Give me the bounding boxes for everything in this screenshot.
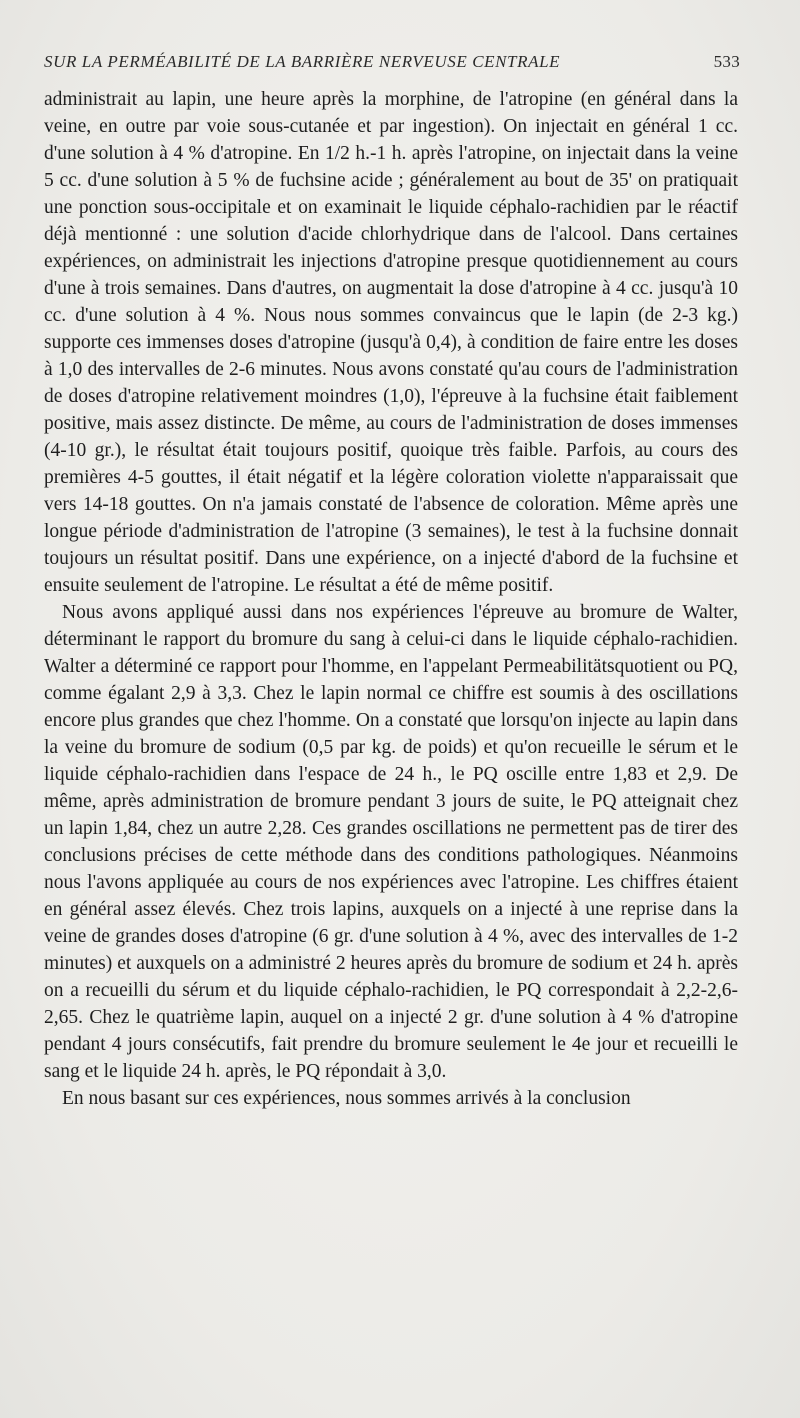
paragraph: administrait au lapin, une heure après la morphine, de l'atropine (en général dans la veine, en outre par voie sous-cutanée et par ingestion). On injectait en général 1 cc. d'une solution à 4 % d'atropine. En 1/2 h.-1 h. après l'atropine, on injectait dans la veine 5 cc. d'une solution à 5 % de fuchsine acide ; généralement au bout de 35' on pratiquait une ponction sous-occipitale et on examinait le liquide céphalo-rachidien par le réactif déjà mentionné : une solution d'acide chlorhydrique dans de l'alcool. Dans certaines expériences, on administrait les injections d'atropine presque quotidiennement au cours d'une à trois semaines. Dans d'autres, on augmentait la dose d'atropine à 4 cc. jusqu'à 10 cc. d'une solution à 4 %. Nous nous sommes convaincus que le lapin (de 2-3 kg.) supporte ces immenses doses d'atropine (jusqu'à 0,4), à condition de faire entre les doses à 1,0 des intervalles de 2-6 minutes. Nous avons constaté qu'au cours de l'administration de doses d'atropine relativement moindres (1,0), l'épreuve à la fuchsine était faiblement positive, mais assez distincte. De même, au cours de l'administration de doses immenses (4-10 gr.), le résultat était toujours positif, quoique très faible. Parfois, au cours des premières 4-5 gouttes, il était négatif et la légère coloration violette n'apparaissait que vers 14-18 gouttes. On n'a jamais constaté de l'absence de coloration. Même après une longue période d'administration de l'atropine (3 semaines), le test à la fuchsine donnait toujours un résultat positif. Dans une expérience, on a injecté d'abord de la fuchsine et ensuite seulement de l'atropine. Le résultat a été de même positif. — [44, 89, 738, 596]
running-header — [44, 52, 740, 76]
body-text — [44, 86, 738, 1112]
paragraph: En nous basant sur ces expériences, nous sommes arrivés à la conclusion — [62, 1088, 631, 1109]
page-number: 533 — [713, 52, 740, 71]
running-title: SUR LA PERMÉABILITÉ DE LA BARRIÈRE NERVEUSE CENTRALE — [44, 52, 561, 71]
paragraph: Nous avons appliqué aussi dans nos expériences l'épreuve au bromure de Walter, déterminant le rapport du bromure du sang à celui-ci dans le liquide céphalo-rachidien. Walter a déterminé ce rapport pour l'homme, en l'appelant Permeabilitätsquotient ou PQ, comme égalant 2,9 à 3,3. Chez le lapin normal ce chiffre est soumis à des oscillations encore plus grandes que chez l'homme. On a constaté que lorsqu'on injecte au lapin dans la veine du bromure de sodium (0,5 par kg. de poids) et qu'on recueille le sérum et le liquide céphalo-rachidien dans l'espace de 24 h., le PQ oscille entre 1,83 et 2,9. De même, après administration de bromure pendant 3 jours de suite, le PQ atteignait chez un lapin 1,84, chez un autre 2,28. Ces grandes oscillations ne permettent pas de tirer des conclusions précises de cette méthode dans des conditions pathologiques. Néanmoins nous l'avons appliquée au cours de nos expériences avec l'atropine. Les chiffres étaient en général assez élevés. Chez trois lapins, auxquels on a injecté à une reprise dans la veine de grandes doses d'atropine (6 gr. d'une solution à 4 %, avec des intervalles de 1-2 minutes) et auxquels on a administré 2 heures après du bromure de sodium et 24 h. après on a recueilli du sérum et du liquide céphalo-rachidien, le PQ correspondait à 2,2-2,6-2,65. Chez le quatrième lapin, auquel on a injecté 2 gr. d'une solution à 4 % d'atropine pendant 4 jours consécutifs, fait prendre du bromure seulement le 4e jour et recueilli le sang et le liquide 24 h. après, le PQ répondait à 3,0. — [44, 602, 738, 1082]
